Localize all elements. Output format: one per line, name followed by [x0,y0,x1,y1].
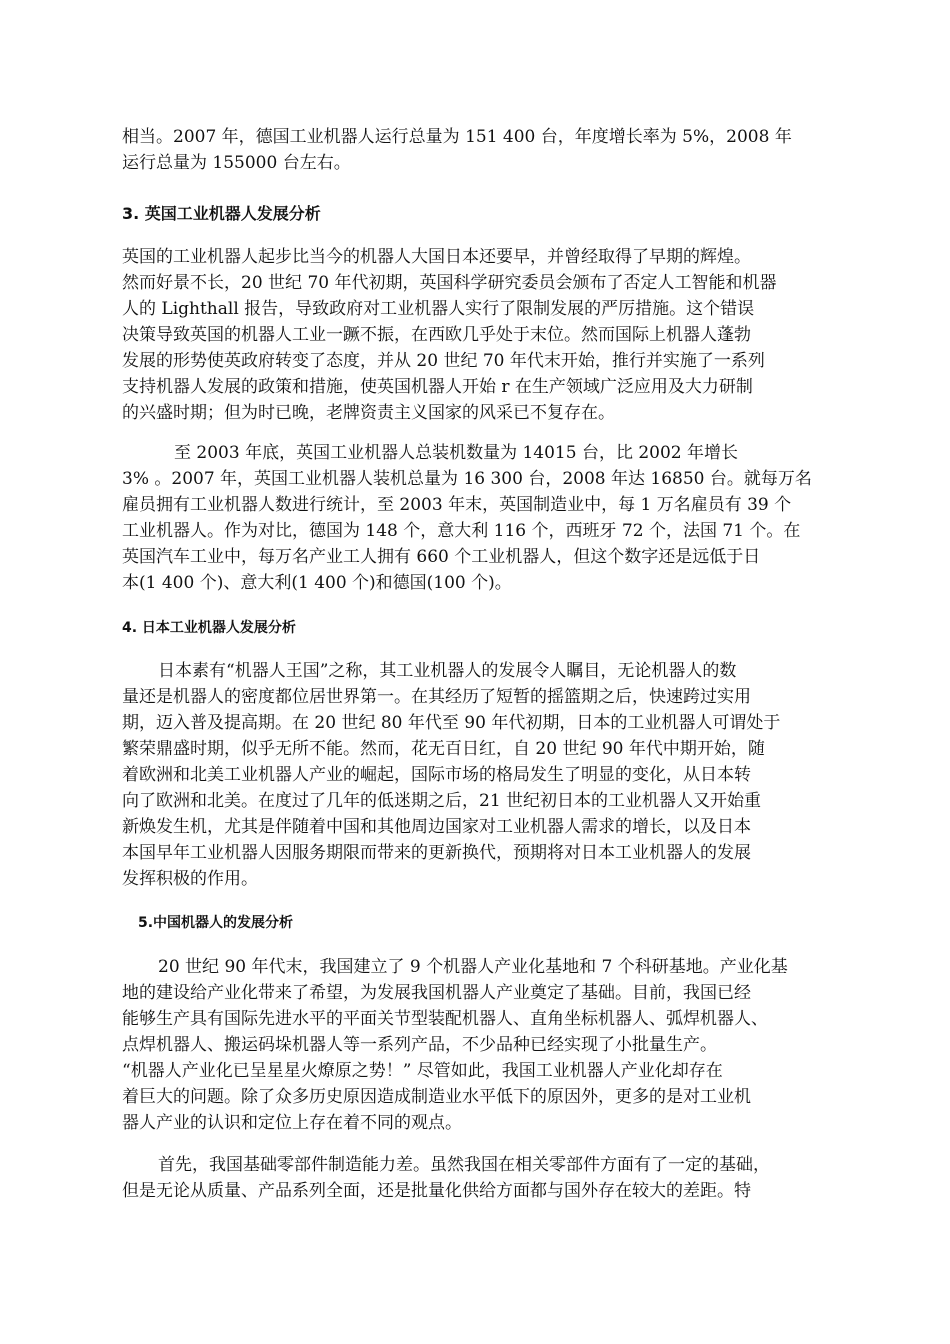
paragraph-line: 决策导致英国的机器人工业一蹶不振，在西欧几乎处于末位。然而国际上机器人蓬勃 [122,325,751,345]
paragraph-line: 地的建设给产业化带来了希望，为发展我国机器人产业奠定了基础。目前，我国已经 [122,983,751,1003]
paragraph-line: 点焊机器人、搬运码垛机器人等一系列产品，不少品种已经实现了小批量生产。 [122,1035,717,1055]
section-heading-china: 5.中国机器人的发展分析 [138,915,294,931]
paragraph-line: 本国早年工业机器人因服务期限而带来的更新换代，预期将对日本工业机器人的发展 [122,843,751,863]
paragraph-line: 3% 。2007 年，英国工业机器人装机总量为 16 300 台，2008 年达 16850 台。就每万名 [122,469,812,489]
paragraph-line: 能够生产具有国际先进水平的平面关节型装配机器人、直角坐标机器人、弧焊机器人、 [122,1009,768,1029]
paragraph-line: 运行总量为 155000 台左右。 [122,153,351,173]
paragraph-line: 20 世纪 90 年代末，我国建立了 9 个机器人产业化基地和 7 个科研基地。产业化基 [158,957,788,977]
paragraph-line: 人的 Lighthall 报告，导致政府对工业机器人实行了限制发展的严厉措施。这个错误 [122,299,755,319]
paragraph-line: 本(1 400 个)、意大利(1 400 个)和德国(100 个)。 [122,573,512,593]
paragraph-line: “机器人产业化已呈星星火燎原之势！” 尽管如此，我国工业机器人产业化却存在 [122,1061,723,1081]
paragraph-line: 英国汽车工业中，每万名产业工人拥有 660 个工业机器人，但这个数字还是远低于日 [122,547,761,567]
paragraph-line: 然而好景不长，20 世纪 70 年代初期，英国科学研究委员会颁布了否定人工智能和机器 [122,273,777,293]
paragraph-line: 发挥积极的作用。 [122,869,258,889]
paragraph-line: 支持机器人发展的政策和措施，使英国机器人开始 r 在生产领域广泛应用及大力研制 [122,377,753,397]
section-heading-japan: 4. 日本工业机器人发展分析 [122,620,296,636]
paragraph-line: 向了欧洲和北美。在度过了几年的低迷期之后，21 世纪初日本的工业机器人又开始重 [122,791,762,811]
paragraph-line: 器人产业的认识和定位上存在着不同的观点。 [122,1113,462,1133]
paragraph-line: 雇员拥有工业机器人数进行统计，至 2003 年末，英国制造业中，每 1 万名雇员有 39 个 [122,495,792,515]
paragraph-line: 发展的形势使英政府转变了态度，并从 20 世纪 70 年代末开始，推行并实施了一系列 [122,351,765,371]
section-heading-uk: 3. 英国工业机器人发展分析 [122,204,321,223]
paragraph-line: 日本素有“机器人王国”之称，其工业机器人的发展令人瞩目，无论机器人的数 [158,661,737,681]
paragraph-line: 着欧洲和北美工业机器人产业的崛起，国际市场的格局发生了明显的变化，从日本转 [122,765,751,785]
paragraph-line: 相当。2007 年，德国工业机器人运行总量为 151 400 台，年度增长率为 5%，2008 年 [122,127,792,147]
paragraph-line: 量还是机器人的密度都位居世界第一。在其经历了短暂的摇篮期之后，快速跨过实用 [122,687,751,707]
paragraph-line: 新焕发生机，尤其是伴随着中国和其他周边国家对工业机器人需求的增长，以及日本 [122,817,751,837]
paragraph-line: 工业机器人。作为对比，德国为 148 个，意大利 116 个，西班牙 72 个，法国 71 个。在 [122,521,801,541]
paragraph-line: 英国的工业机器人起步比当今的机器人大国日本还要早，并曾经取得了早期的辉煌。 [122,247,751,267]
paragraph-line: 着巨大的问题。除了众多历史原因造成制造业水平低下的原因外，更多的是对工业机 [122,1087,751,1107]
paragraph-line: 但是无论从质量、产品系列全面，还是批量化供给方面都与国外存在较大的差距。特 [122,1181,751,1201]
paragraph-line: 的兴盛时期；但为时已晚，老牌资责主义国家的风采已不复存在。 [122,403,615,423]
paragraph-line: 首先，我国基础零部件制造能力差。虽然我国在相关零部件方面有了一定的基础， [158,1155,770,1175]
paragraph-line: 期，迈入普及提高期。在 20 世纪 80 年代至 90 年代初期，日本的工业机器人可谓处于 [122,713,781,733]
paragraph-line: 至 2003 年底，英国工业机器人总装机数量为 14015 台，比 2002 年增长 [174,443,739,463]
paragraph-line: 繁荣鼎盛时期，似乎无所不能。然而，花无百日红，自 20 世纪 90 年代中期开始，随 [122,739,765,759]
